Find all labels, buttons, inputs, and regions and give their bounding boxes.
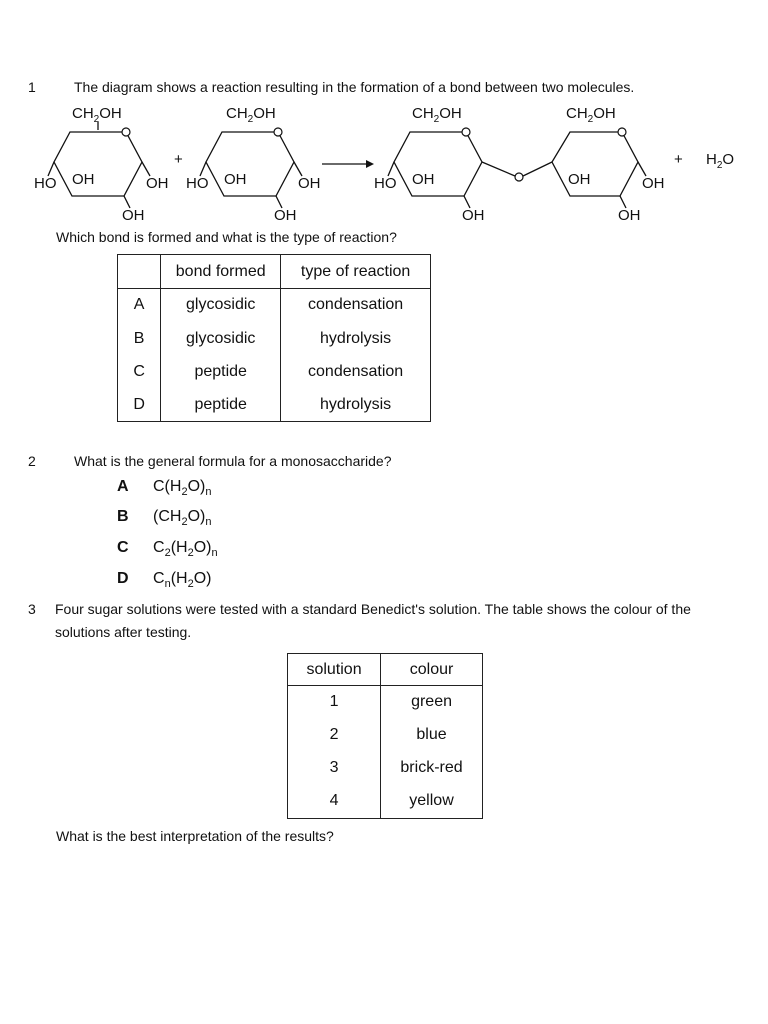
type-cell: condensation: [281, 289, 431, 322]
type-cell: condensation: [281, 356, 431, 389]
header-colour: colour: [381, 654, 483, 686]
svg-text:HO: HO: [186, 175, 209, 192]
row-letter: C: [118, 356, 161, 389]
question-3-question: What is the best interpretation of the results?: [56, 828, 334, 844]
header-bond-formed: bond formed: [161, 255, 281, 289]
header-blank: [118, 255, 161, 289]
header-type-of-reaction: type of reaction: [281, 255, 431, 289]
svg-text:OH: OH: [462, 207, 485, 224]
table-row: [288, 686, 483, 719]
question-1-table: [117, 254, 431, 422]
row-letter: D: [118, 389, 161, 422]
svg-text:CH2OH: $CH_2OH$: [226, 105, 276, 125]
bond-cell: glycosidic: [161, 322, 281, 356]
row-letter: B: [118, 322, 161, 356]
bond-cell: peptide: [161, 356, 281, 389]
svg-text:HO: HO: [374, 175, 397, 192]
svg-text:OH: OH: [224, 171, 247, 188]
question-2-number: 2: [28, 453, 36, 469]
option-a: [117, 478, 212, 499]
formula-d: $C_n(H_2O)$: [153, 570, 212, 591]
colour-cell: yellow: [381, 785, 483, 819]
option-letter: A: [117, 478, 129, 495]
reaction-diagram: [0, 100, 768, 230]
question-1-number: 1: [28, 79, 36, 95]
type-cell: hydrolysis: [281, 389, 431, 422]
svg-text:OH: OH: [146, 175, 169, 192]
question-3-prompt-line-2: solutions after testing.: [55, 624, 192, 640]
question-3-prompt-line-1: Four sugar solutions were tested with a standard Benedict's solution. The table shows the colour of the: [55, 601, 691, 617]
svg-text:CH2OH: $CH_2OH$: [412, 105, 462, 125]
colour-cell: blue: [381, 719, 483, 752]
formula-b: $(CH_2O)_n$: [153, 508, 212, 529]
option-letter: C: [117, 539, 129, 556]
solution-cell: 3: [288, 752, 381, 785]
option-letter: B: [117, 508, 129, 525]
svg-text:OH: OH: [412, 171, 435, 188]
colour-cell: green: [381, 686, 483, 719]
water-label: $H_2O$: [706, 151, 735, 171]
question-2-prompt: What is the general formula for a monosaccharide?: [74, 453, 392, 469]
option-b: [117, 508, 212, 529]
bond-cell: glycosidic: [161, 289, 281, 322]
question-1-prompt: The diagram shows a reaction resulting in the formation of a bond between two molecules.: [74, 79, 635, 95]
disaccharide-product: [374, 105, 665, 224]
table-row: [118, 289, 431, 322]
question-3-number: 3: [28, 601, 36, 617]
svg-text:OH: OH: [298, 175, 321, 192]
svg-text:OH: OH: [122, 207, 145, 224]
row-letter: A: [118, 289, 161, 322]
question-1-question: Which bond is formed and what is the type of reaction?: [56, 229, 397, 245]
formula-c: $C_2(H_2O)_n$: [153, 539, 218, 560]
svg-text:CH2OH: $CH_2OH$: [72, 105, 122, 125]
glucose-molecule-1: [34, 105, 169, 224]
solution-cell: 4: [288, 785, 381, 819]
svg-text:CH2OH: $CH_2OH$: [566, 105, 616, 125]
table-row: [288, 785, 483, 819]
svg-text:OH: OH: [618, 207, 641, 224]
question-3-table: [287, 653, 483, 819]
table-row: [288, 752, 483, 785]
svg-text:+: +: [174, 151, 183, 168]
svg-text:OH: OH: [274, 207, 297, 224]
svg-text:HO: HO: [34, 175, 57, 192]
table-row: [288, 719, 483, 752]
svg-text:OH: OH: [72, 171, 95, 188]
svg-text:OH: OH: [642, 175, 665, 192]
option-d: [117, 570, 212, 591]
option-c: [117, 539, 218, 560]
solution-cell: 1: [288, 686, 381, 719]
svg-text:OH: OH: [568, 171, 591, 188]
type-cell: hydrolysis: [281, 322, 431, 356]
bond-cell: peptide: [161, 389, 281, 422]
header-solution: solution: [288, 654, 381, 686]
table-row: [118, 322, 431, 356]
solution-cell: 2: [288, 719, 381, 752]
glucose-molecule-2: [186, 105, 321, 224]
svg-text:+: +: [674, 151, 683, 168]
formula-a: $C(H_2O)_n$: [153, 478, 212, 499]
table-row: [118, 389, 431, 422]
table-row: [118, 356, 431, 389]
option-letter: D: [117, 570, 129, 587]
colour-cell: brick-red: [381, 752, 483, 785]
